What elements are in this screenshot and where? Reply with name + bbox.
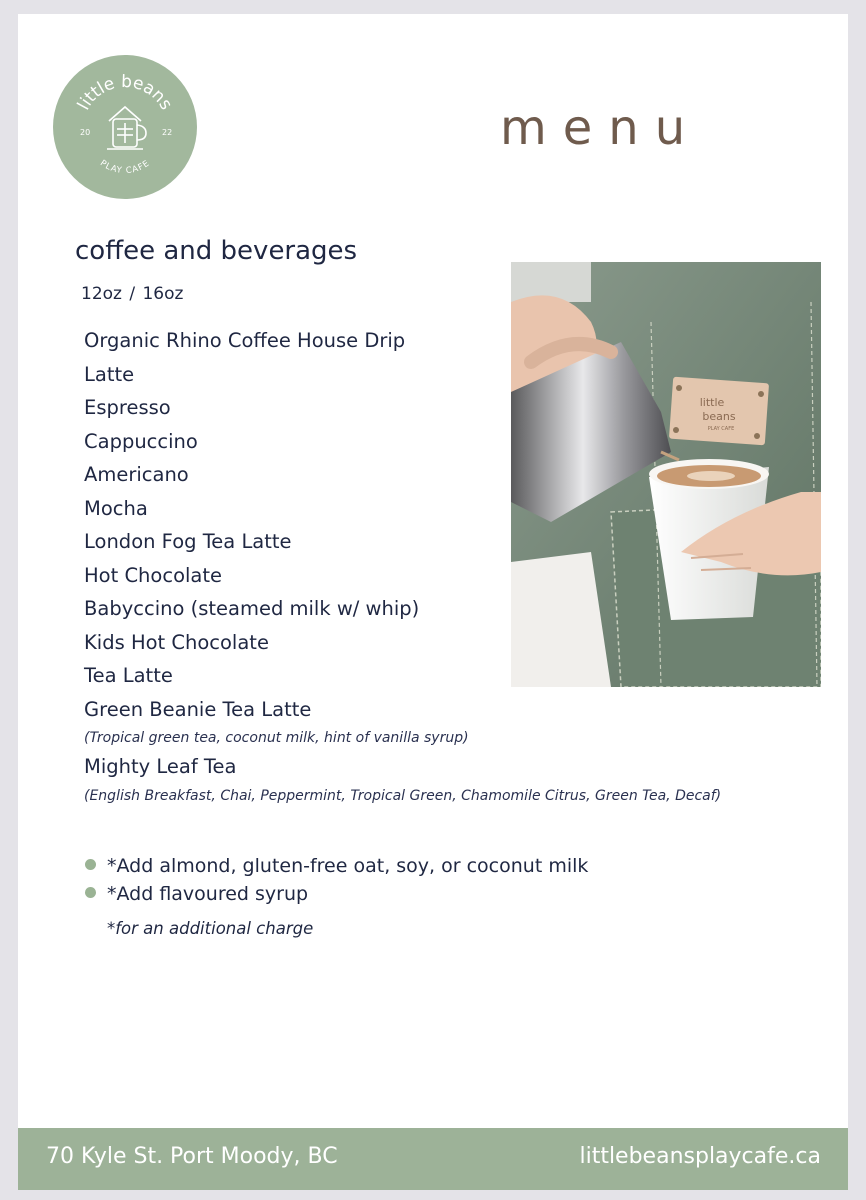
menu-item: Latte <box>84 362 135 386</box>
house-cup-icon <box>107 107 146 149</box>
apron-patch <box>669 377 769 446</box>
menu-page <box>18 14 848 1190</box>
addon-item <box>84 880 588 908</box>
logo-year-right: 22 <box>162 128 173 137</box>
bullet-icon <box>85 887 96 898</box>
menu-item: Kids Hot Chocolate <box>84 630 269 654</box>
addons-list <box>84 852 588 908</box>
charge-note: *for an additional charge <box>107 919 314 938</box>
menu-item: Cappuccino <box>84 429 198 453</box>
page-title: menu <box>500 100 702 156</box>
logo-sub-text: PLAY CAFE <box>98 158 152 177</box>
patch-text-1: little <box>699 396 725 409</box>
logo-year-left: 20 <box>80 128 91 137</box>
footer-address: 70 Kyle St. Port Moody, BC <box>46 1144 338 1169</box>
menu-item: Hot Chocolate <box>84 563 223 587</box>
menu-item: Mighty Leaf Tea <box>84 755 237 778</box>
menu-item: Babyccino (steamed milk w/ whip) <box>84 597 420 620</box>
menu-item: Espresso <box>84 396 171 419</box>
addon-text: *Add almond, gluten-free oat, soy, or coconut milk <box>107 855 589 877</box>
footer-website-link[interactable]: littlebeansplaycafe.ca <box>579 1144 821 1169</box>
menu-item: London Fog Tea Latte <box>84 530 292 553</box>
addon-text: *Add flavoured syrup <box>107 883 309 905</box>
latte-pour-illustration <box>511 262 821 687</box>
cafe-logo <box>53 55 197 199</box>
menu-item: Americano <box>84 463 189 486</box>
footer-bar <box>18 1128 848 1190</box>
menu-item-description: (English Breakfast, Chai, Peppermint, Tropical Green, Chamomile Citrus, Green Tea, Decaf) <box>84 787 722 804</box>
menu-item: Green Beanie Tea Latte <box>84 697 312 721</box>
menu-item-description: (Tropical green tea, coconut milk, hint of vanilla syrup) <box>84 730 469 746</box>
size-options: 12oz / 16oz <box>81 284 184 304</box>
menu-item: Mocha <box>84 496 148 520</box>
section-title: coffee and beverages <box>75 236 358 266</box>
patch-text-2: beans <box>702 410 736 423</box>
bullet-icon <box>85 859 96 870</box>
menu-item: Organic Rhino Coffee House Drip <box>84 329 406 352</box>
barista-photo <box>511 262 821 687</box>
logo-name-text: little beans <box>73 71 177 114</box>
logo-graphic <box>53 55 197 199</box>
menu-item: Tea Latte <box>84 664 173 687</box>
patch-text-3: PLAY CAFE <box>707 426 735 432</box>
addon-item <box>84 852 588 880</box>
